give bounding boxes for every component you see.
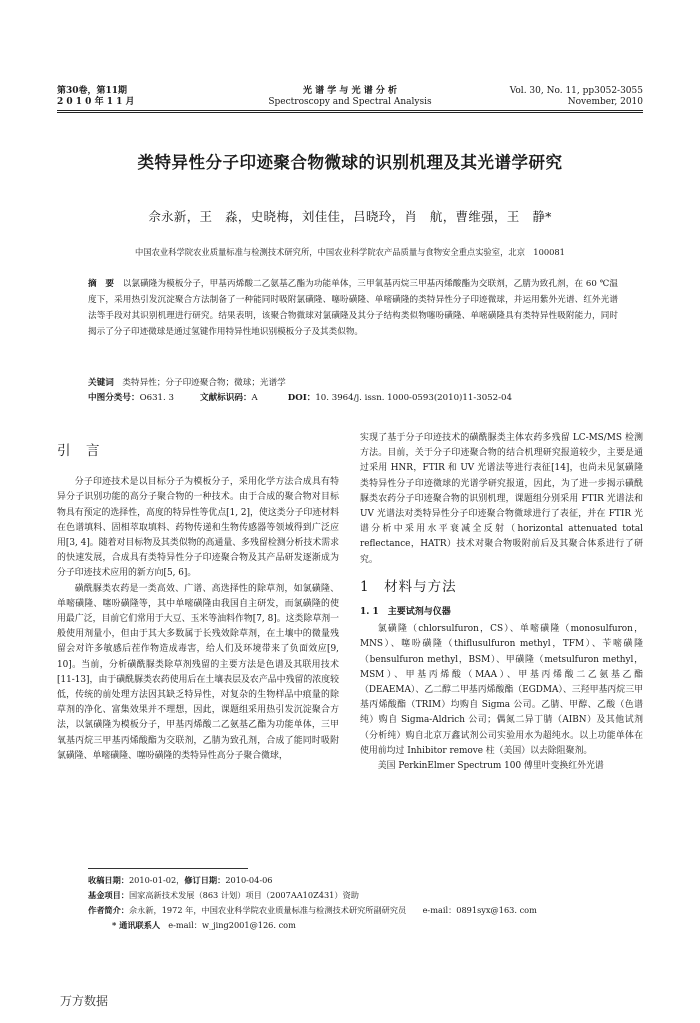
header-rule-2 [57, 112, 643, 113]
author-list: 佘永新，王 淼，史晓梅，刘佳佳，吕晓玲，肖 航，曹维强，王 静* [148, 209, 552, 224]
right-column [360, 431, 643, 774]
subsection-reagents: 1. 1 主要试剂与仪器 [360, 607, 451, 618]
doi-label: DOI： [287, 393, 316, 403]
received-label: 收稿日期： [88, 875, 129, 885]
journal-title-cn: 光 谱 学 与 光 谱 分 析 [303, 86, 397, 96]
paper-title: 类特异性分子印迹聚合物微球的识别机理及其光谱学研究 [137, 153, 563, 172]
watermark-footer: 万方数据 [60, 994, 109, 1008]
received-date: 2010-01-02， [128, 875, 185, 885]
affiliation: 中国农业科学院农业质量标准与检测技术研究所，中国农业科学院农产品质量与食物安全重点实验室，北京 100081 [135, 247, 565, 257]
footnote-dates [88, 874, 648, 888]
section-heading-intro: 引 言 [57, 443, 101, 459]
fund-text: 国家高新技术发展（863 计划）项目（2007AA10Z431）资助 [128, 890, 359, 900]
footnote-rule [88, 868, 248, 869]
keywords-text: 类特异性；分子印迹聚合物；微球；光谱学 [122, 378, 286, 388]
instrument-paragraph: 美国 PerkinElmer Spectrum 100 傅里叶变换红外光谱 [377, 761, 604, 772]
left-column [57, 410, 339, 764]
header-volume-en: Vol. 30, No. 11, pp3052-3055 [509, 86, 643, 96]
classification-line [88, 391, 628, 405]
keywords-label: 关键词 [88, 378, 114, 388]
doc-code-value: A [251, 393, 258, 403]
abstract-text: 以氯磺隆为模板分子，甲基丙烯酸二乙氨基乙酯为功能单体，三甲氧基丙烷三甲基丙烯酸酯为交联剂，乙腈为致孔剂，在 60 ℃温度下，采用热引发沉淀聚合方法制备了一种能同时吸附氯磺隆、噻吩磺隆、单嘧磺隆的类特异性分子印迹微球，并运用紫外光谱、红外光谱法等手段对其识别机理进行研究。结果表明，该聚合物微球对氯磺隆及其分子结构类似物噻吩磺隆、单嘧磺隆具有类特异性吸附能力，同时揭示了分子印迹微球是通过氢键作用特异性地识别模板分子及其类似物。 [88, 279, 618, 337]
footnote-corresponding [112, 919, 672, 933]
revised-date: 2010-04-06 [225, 875, 273, 885]
header-date: 2 0 1 0 年 1 1 月 [57, 97, 135, 107]
intro-paragraph-2: 磺酰脲类农药是一类高效、广谱、高选择性的除草剂，如氯磺隆、单嘧磺隆、噻吩磺隆等，其中单嘧磺隆由我国自主研发，而氯磺隆的使用最广泛，目前它们常用于大豆、玉米等油料作物[7, 8]。这类除草剂一般使用剂量小，但由于其大多数属于长残效除草剂，在土壤中的微量残留会对许多敏感后茬作物造成毒害，给人们及环境带来了负面效应[9, 10]。当前，分析磺酰脲类除草剂残留的主要方法是色谱及其联用技术[11-13]，由于磺酰脲类农药使用后在土壤表层及农产品中残留的浓度较低，传统的前处理方法因其缺乏特异性，对复杂的生物样品中痕量的除草剂的净化、富集效果并不理想，因此，课题组采用热引发沉淀聚合方法，以氯磺隆为模板分子，甲基丙烯酸二乙氨基乙酯为功能单体，三甲氧基丙烷三甲基丙烯酸酯为交联剂，乙腈为致孔剂，合成了能同时吸附氯磺隆、单嘧磺隆、噻吩磺隆的类特异性高分子聚合微球， [57, 583, 339, 761]
header-rule [57, 110, 643, 111]
keywords [88, 376, 628, 390]
abstract-label: 摘 要 [88, 279, 115, 289]
footnote-author [88, 904, 648, 918]
clc-label: 中图分类号： [88, 393, 140, 403]
doi-value: 10. 3964/j. issn. 1000-0593(2010)11-3052-04 [315, 393, 512, 403]
section-heading-materials: 1 材料与方法 [360, 578, 457, 595]
corresponding-label: * 通讯联系人 [112, 920, 161, 930]
doc-code-label: 文献标识码： [199, 393, 252, 403]
abstract [88, 276, 618, 340]
footnote-fund [88, 889, 648, 903]
fund-label: 基金项目： [88, 890, 129, 900]
reagents-paragraph: 氯磺隆（chlorsulfuron，CS）、单嘧磺隆（monosulfuron，MNS）、噻吩磺隆（thiflusulfuron methyl，TFM）、苄嘧磺隆（bensulfuron methyl，BSM）、甲磺隆（metsulfuron methyl，MSM）、甲基丙烯酸（MAA）、甲基丙烯酸二乙氨基乙酯（DEAEMA）、乙二醇二甲基丙烯酸酯（EGDMA）、三羟甲基丙烷三甲基丙烯酸酯（TRIM）均购自 Sigma 公司。乙腈、甲醇、乙酸（色谱纯）购自 Sigma-Aldrich 公司；偶氮二异丁腈（AIBN）及其他试剂（分析纯）购自北京万鑫试剂公司实验用水为超纯水。以上功能单体在使用前均过 Inhibitor remove 柱（美国）以去除阻聚剂。 [360, 624, 643, 756]
header-volume: 第30卷，第11期 [57, 86, 128, 96]
intro-paragraph-continued: 实现了基于分子印迹技术的磺酰脲类主体农药多残留 LC-MS/MS 检测方法。目前，关于分子印迹聚合物的结合机理研究报道较少，主要是通过采用 HNR，FTIR 和 UV 光谱法等进行表征[14]，也尚未见氯磺隆类特异性分子印迹微球的光谱学研究报道，因此，为了进一步揭示磺酰脲类农药分子印迹聚合物的识别机理，课题组分别采用 FTIR 光谱法和 UV 光谱法对类特异性分子印迹聚合物微球进行了表征，并在 FTIR 光谱分析中采用水平衰减全反射（horizontal attenuated total reflectance，HATR）技术对聚合物吸附前后及其聚合体系进行了研究。 [360, 433, 643, 565]
author-bio-label: 作者简介： [88, 905, 129, 915]
author-bio-text: 佘永新，1972 年，中国农业科学院农业质量标准与检测技术研究所副研究员 e-mail：0891syx@163. com [128, 905, 537, 915]
clc-value: O631. 3 [139, 393, 174, 403]
journal-title-en: Spectroscopy and Spectral Analysis [268, 97, 432, 107]
header-date-en: November, 2010 [567, 97, 643, 107]
corresponding-email: e-mail：w_jing2001@126. com [168, 920, 296, 930]
revised-label: 修订日期： [184, 875, 226, 885]
intro-paragraph-1: 分子印迹技术是以目标分子为模板分子，采用化学方法合成具有特异分子识别功能的高分子聚合物的一种技术。由于合成的聚合物对目标物具有预定的选择性，高度的特异性等优点[1, 2]，使这类分子印迹材料在色谱填料、固相萃取填料、药物传递和生物传感器等领域得到广泛应用[3, 4]。随着对目标物及其类似物的高通量、多残留检测分析技术需求的快速发展，合成具有类特异性分子印迹聚合物及其产品研发逐渐成为分子印迹技术应用的新方向[5, 6]。 [57, 477, 339, 579]
